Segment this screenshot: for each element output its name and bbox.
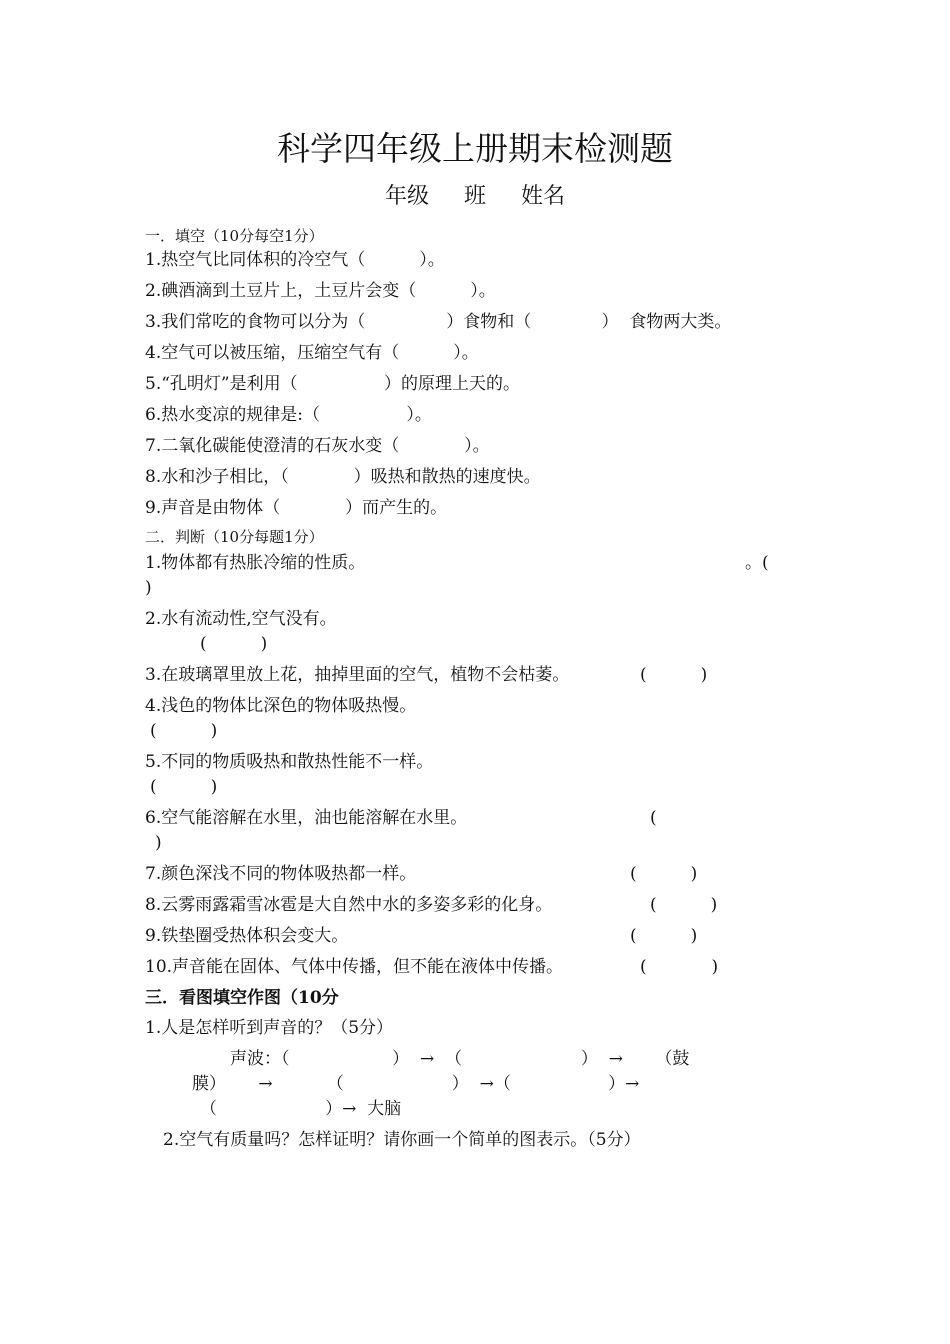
judge-answer-6: ( (650, 808, 657, 828)
judge-question-8: 8.云雾雨露霜雪冰雹是大自然中水的多姿多彩的化身。 (145, 895, 553, 915)
judge-question-1: 1.物体都有热胀冷缩的性质。 (145, 553, 366, 573)
judge-answer-4: ( ) (150, 721, 218, 741)
judge-answer-7: ( ) (630, 864, 698, 884)
judge-answer-6-close: ) (155, 833, 162, 853)
student-info-line: 年级 班 姓名 (385, 184, 565, 209)
section2-heading: 二．判断（10分每题1分） (145, 528, 324, 546)
hearing-flow-line-3: （ ）→ 大脑 (200, 1099, 402, 1119)
fill-question-3: 3.我们常吃的食物可以分为（ ）食物和（ ） 食物两大类。 (145, 312, 732, 332)
judge-answer-5: ( ) (150, 777, 218, 797)
hearing-flow-line-2: 膜） → （ ） →（ ）→ (192, 1074, 640, 1094)
fill-question-1: 1.热空气比同体积的冷空气（ ）。 (145, 250, 445, 270)
fill-question-8: 8.水和沙子相比，（ ）吸热和散热的速度快。 (145, 467, 541, 487)
section3-heading: 三．看图填空作图（10分 (145, 988, 339, 1008)
judge-question-5: 5.不同的物质吸热和散热性能不一样。 (145, 752, 434, 772)
fill-question-6: 6.热水变凉的规律是:（ ）。 (145, 405, 432, 425)
fill-question-2: 2.碘酒滴到土豆片上，土豆片会变（ ）。 (145, 281, 496, 301)
judge-question-6: 6.空气能溶解在水里，油也能溶解在水里。 (145, 808, 468, 828)
judge-answer-8: ( ) (650, 895, 718, 915)
judge-question-9: 9.铁垫圈受热体积会变大。 (145, 926, 349, 946)
judge-answer-10: ( ) (640, 957, 719, 977)
diagram-question-2: 2.空气有质量吗？怎样证明？请你画一个简单的图表示。（5分） (163, 1130, 641, 1150)
fill-question-7: 7.二氧化碳能使澄清的石灰水变（ ）。 (145, 436, 490, 456)
judge-answer-3: ( ) (640, 665, 708, 685)
judge-answer-1-close: ) (145, 578, 152, 598)
fill-question-4: 4.空气可以被压缩，压缩空气有（ ）。 (145, 343, 479, 363)
section1-heading: 一．填空（10分每空1分） (145, 227, 324, 245)
fill-question-9: 9.声音是由物体（ ）而产生的。 (145, 498, 448, 518)
judge-question-7: 7.颜色深浅不同的物体吸热都一样。 (145, 864, 417, 884)
judge-question-10: 10.声音能在固体、气体中传播，但不能在液体中传播。 (145, 957, 564, 977)
judge-question-2: 2.水有流动性,空气没有。 (145, 609, 337, 629)
judge-question-3: 3.在玻璃罩里放上花，抽掉里面的空气，植物不会枯萎。 (145, 665, 570, 685)
judge-answer-1: 。( (745, 553, 769, 573)
diagram-question-1: 1.人是怎样听到声音的？（5分） (145, 1018, 394, 1038)
judge-answer-2: ( ) (200, 634, 268, 654)
page-title: 科学四年级上册期末检测题 (277, 129, 673, 168)
judge-answer-9: ( ) (630, 926, 698, 946)
hearing-flow-line-1: 声波：（ ） → （ ） → （鼓 (230, 1049, 690, 1069)
judge-question-4: 4.浅色的物体比深色的物体吸热慢。 (145, 696, 417, 716)
fill-question-5: 5.“孔明灯”是利用（ ）的原理上天的。 (145, 374, 521, 394)
